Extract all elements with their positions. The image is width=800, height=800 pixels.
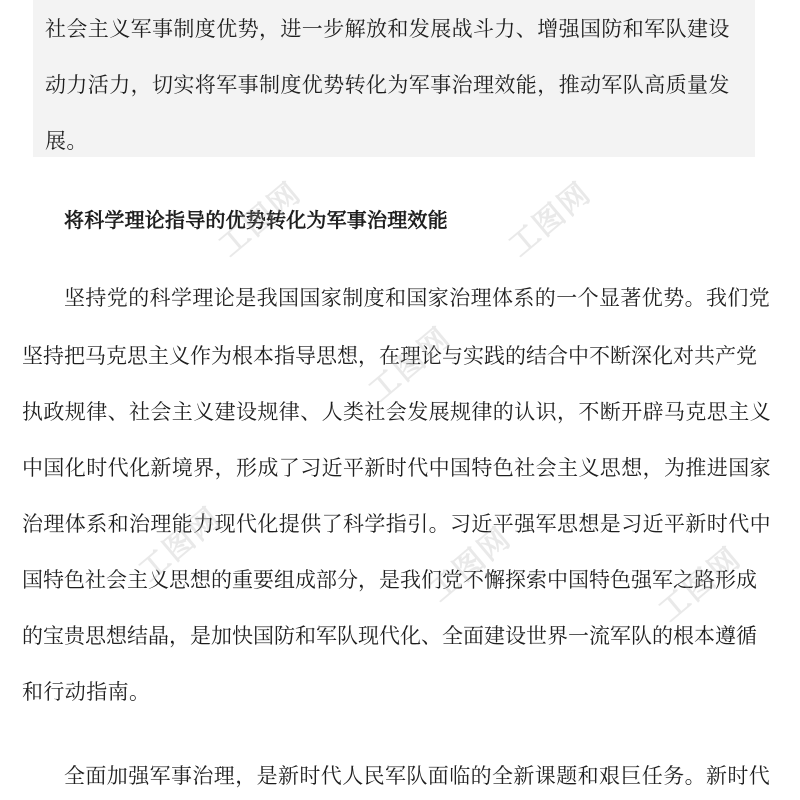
text-line: 展。	[45, 129, 88, 153]
watermark: 工图网	[132, 500, 229, 589]
text-line: 全面加强军事治理，是新时代人民军队面临的全新课题和艰巨任务。新时代	[64, 764, 771, 788]
text-line: 动力活力，切实将军事制度优势转化为军事治理效能，推动军队高质量发	[45, 73, 730, 97]
watermark: 工图网	[502, 175, 599, 264]
watermark: 工图网	[212, 175, 309, 264]
text-line: 的宝贵思想结晶，是加快国防和军队现代化、全面建设世界一流军队的根本遵循	[22, 624, 757, 648]
text-line: 执政规律、社会主义建设规律、人类社会发展规律的认识，不断开辟马克思主义	[22, 400, 771, 424]
text-line: 和行动指南。	[22, 680, 151, 704]
text-line: 坚持党的科学理论是我国国家制度和国家治理体系的一个显著优势。我们党	[64, 286, 771, 310]
text-line: 治理体系和治理能力现代化提供了科学指引。习近平强军思想是习近平新时代中	[22, 512, 771, 536]
watermark: 工图网	[362, 320, 459, 409]
text-line: 坚持把马克思主义作为根本指导思想，在理论与实践的结合中不断深化对共产党	[22, 344, 757, 368]
text-line: 中国化时代化新境界，形成了习近平新时代中国特色社会主义思想，为推进国家	[22, 456, 771, 480]
watermark: 工图网	[652, 540, 749, 629]
watermark: 工图网	[422, 520, 519, 609]
text-line: 国特色社会主义思想的重要组成部分，是我们党不懈探索中国特色强军之路形成	[22, 568, 757, 592]
section-heading: 将科学理论指导的优势转化为军事治理效能	[64, 208, 448, 232]
text-line: 社会主义军事制度优势，进一步解放和发展战斗力、增强国防和军队建设	[45, 17, 730, 41]
